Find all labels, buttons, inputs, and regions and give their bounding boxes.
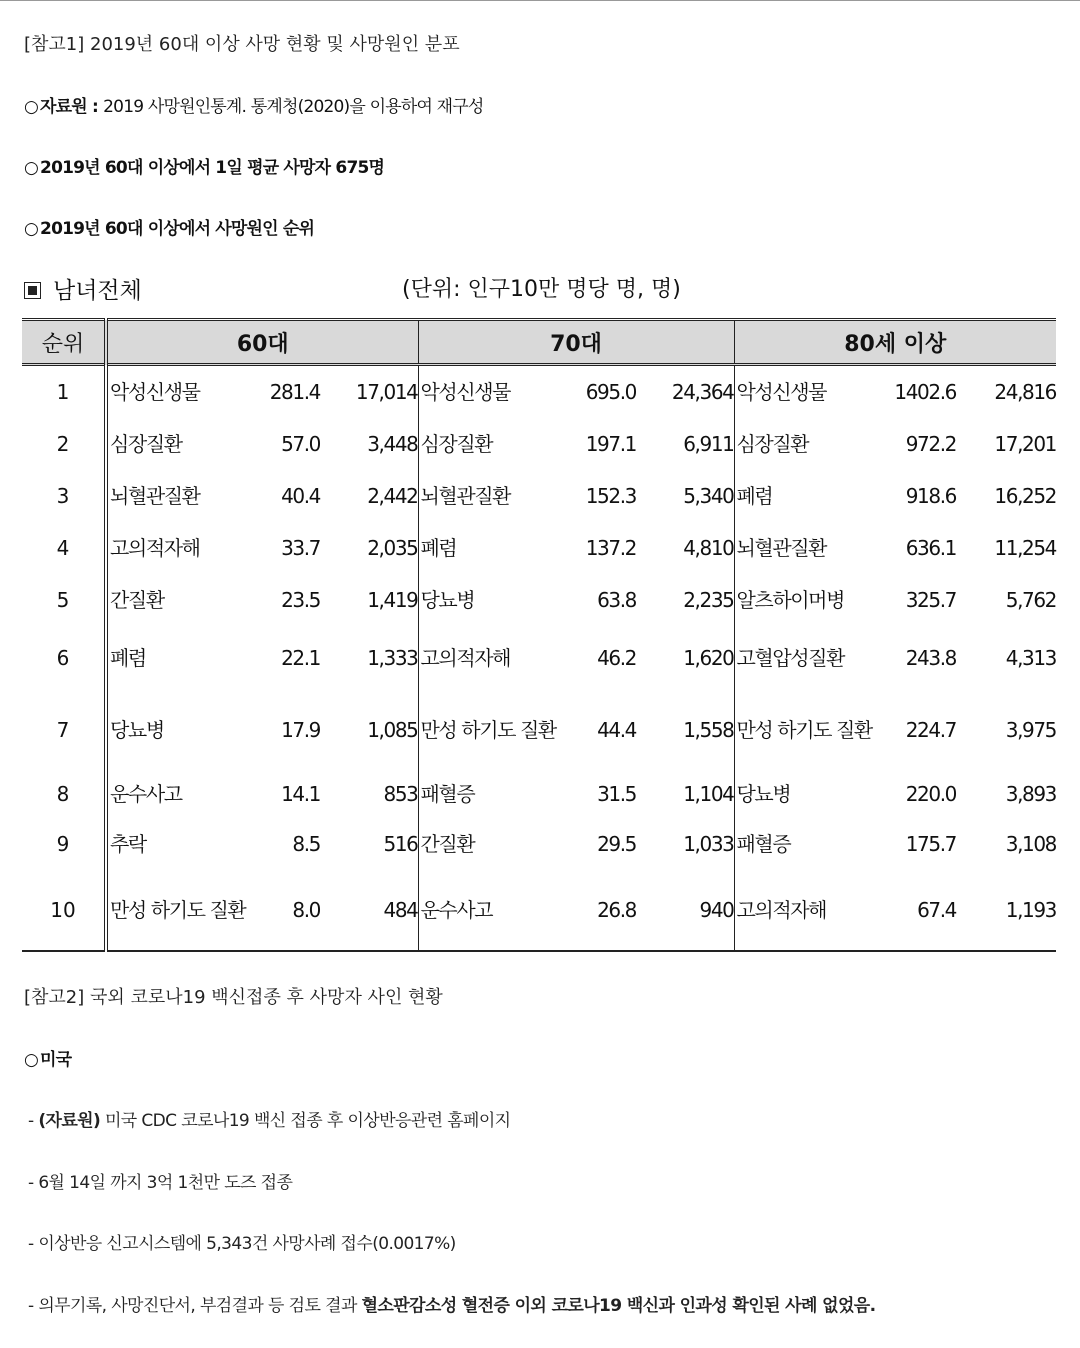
- cause-70-cell: 폐렴: [418, 522, 568, 574]
- table-header-row: [22, 320, 1056, 365]
- cause-70-cell: 고의적자해: [418, 626, 568, 690]
- rank-cell: 5: [56, 588, 70, 612]
- ref2-item-source: [28, 1106, 511, 1131]
- cause-80-cell: 뇌혈관질환: [734, 522, 884, 574]
- ref2-item-reports: - 이상반응 신고시스템에 5,343건 사망사례 접수(0.0017%): [28, 1234, 456, 1254]
- table-row: [22, 770, 1056, 818]
- count-70-cell: 1,104: [683, 782, 734, 806]
- count-70-cell: 1,558: [683, 718, 734, 742]
- unit-label: (단위: 인구10만 명당 명, 명): [402, 277, 681, 302]
- count-80-cell: 24,816: [994, 380, 1057, 404]
- rate-60-cell: 17.9: [281, 718, 320, 742]
- rate-70-cell: 26.8: [568, 870, 644, 951]
- count-60-cell: 1,333: [367, 646, 418, 670]
- ref2-item-doses: - 6월 14일 까지 3억 1천만 도즈 접종: [28, 1173, 293, 1193]
- source-label: 자료원 :: [40, 97, 104, 117]
- source-label: (자료원): [38, 1111, 101, 1131]
- cause-70-cell: 심장질환: [418, 418, 568, 470]
- count-60-cell: 2,442: [367, 484, 418, 508]
- rate-80-cell: 224.7: [905, 718, 956, 742]
- cause-70-cell: 뇌혈관질환: [418, 470, 568, 522]
- header-60s: 60대: [106, 320, 418, 365]
- table-row: [22, 574, 1056, 626]
- cause-80-cell: 당뇨병: [734, 770, 884, 818]
- count-70-cell: 940: [644, 870, 734, 951]
- header-70s: 70대: [418, 320, 734, 365]
- rate-80-cell: 918.6: [905, 484, 956, 508]
- count-80-cell: 1,193: [964, 870, 1056, 951]
- table-row: [22, 470, 1056, 522]
- rate-70-cell: 152.3: [585, 484, 636, 508]
- ref2-item-review: [28, 1291, 875, 1316]
- rate-70-cell: 197.1: [585, 432, 636, 456]
- source-text: 2019 사망원인통계. 통계청(2020)을 이용하여 재구성: [103, 97, 484, 117]
- dash-text: -: [28, 1111, 39, 1131]
- cause-70-cell: 만성 하기도 질환: [418, 690, 568, 770]
- count-70-cell: 1,620: [683, 646, 734, 670]
- header-80plus: 80세 이상: [734, 320, 1056, 365]
- rate-70-cell: 44.4: [597, 718, 636, 742]
- table-row: [22, 818, 1056, 870]
- cause-70-cell: 악성신생물: [418, 365, 568, 419]
- rank-cell: 8: [56, 782, 70, 806]
- cause-60-cell: 만성 하기도 질환: [106, 870, 256, 951]
- count-80-cell: 4,313: [1005, 646, 1057, 670]
- rate-80-cell: 67.4: [884, 870, 964, 951]
- cause-60-cell: 폐렴: [106, 626, 256, 690]
- count-80-cell: 11,254: [994, 536, 1057, 560]
- ref1-title: [참고1] 2019년 60대 이상 사망 현황 및 사망원인 분포: [24, 34, 460, 55]
- cause-80-cell: 만성 하기도 질환: [734, 690, 884, 770]
- cause-80-cell: 폐렴: [734, 470, 884, 522]
- cause-60-cell: 악성신생물: [106, 365, 256, 419]
- cause-80-cell: 악성신생물: [734, 365, 884, 419]
- rate-80-cell: 972.2: [905, 432, 956, 456]
- rate-60-cell: 14.1: [281, 782, 320, 806]
- table-row: [22, 522, 1056, 574]
- rate-80-cell: 636.1: [905, 536, 956, 560]
- rate-60-cell: 33.7: [281, 536, 320, 560]
- count-70-cell: 5,340: [683, 484, 734, 508]
- ref2-country: [24, 1045, 71, 1070]
- cause-70-cell: 운수사고: [418, 870, 568, 951]
- rate-70-cell: 695.0: [585, 380, 636, 404]
- count-60-cell: 2,035: [367, 536, 418, 560]
- rank-cell: 1: [56, 380, 70, 404]
- cause-80-cell: 패혈증: [734, 818, 884, 870]
- count-80-cell: 17,201: [994, 432, 1057, 456]
- count-60-cell: 3,448: [367, 432, 418, 456]
- circle-bullet-icon: ○: [24, 1050, 39, 1070]
- count-60-cell: 17,014: [355, 380, 418, 404]
- count-80-cell: 5,762: [1005, 588, 1057, 612]
- table-row: [22, 365, 1056, 419]
- circle-bullet-icon: ○: [24, 219, 39, 239]
- cause-70-cell: 당뇨병: [418, 574, 568, 626]
- rate-70-cell: 29.5: [597, 832, 636, 856]
- section-heading: [24, 272, 142, 305]
- rate-80-cell: 175.7: [905, 832, 956, 856]
- cause-60-cell: 추락: [106, 818, 256, 870]
- source-text: 미국 CDC 코로나19 백신 접종 후 이상반응관련 홈페이지: [100, 1111, 511, 1131]
- rank-cell: 6: [56, 646, 70, 670]
- cause-80-cell: 고의적자해: [734, 870, 884, 951]
- death-cause-table: [22, 318, 1056, 952]
- rate-70-cell: 63.8: [597, 588, 636, 612]
- rate-60-cell: 281.4: [269, 380, 320, 404]
- rate-60-cell: 57.0: [281, 432, 320, 456]
- rank-cell: 3: [56, 484, 70, 508]
- rate-80-cell: 243.8: [905, 646, 956, 670]
- cause-60-cell: 당뇨병: [106, 690, 256, 770]
- table-row: [22, 690, 1056, 770]
- daily-deaths-text: 2019년 60대 이상에서 1일 평균 사망자 675명: [40, 158, 385, 178]
- count-70-cell: 24,364: [671, 380, 734, 404]
- count-60-cell: 853: [383, 782, 418, 806]
- rate-60-cell: 8.5: [292, 832, 320, 856]
- cause-80-cell: 알츠하이머병: [734, 574, 884, 626]
- table-row: [22, 418, 1056, 470]
- rank-cell: 4: [56, 536, 70, 560]
- ref2-title: [참고2] 국외 코로나19 백신접종 후 사망자 사인 현황: [24, 987, 443, 1008]
- cause-70-cell: 패혈증: [418, 770, 568, 818]
- count-80-cell: 3,893: [1005, 782, 1057, 806]
- cause-80-cell: 심장질환: [734, 418, 884, 470]
- count-80-cell: 3,108: [1005, 832, 1057, 856]
- cause-60-cell: 심장질환: [106, 418, 256, 470]
- cause-60-cell: 운수사고: [106, 770, 256, 818]
- review-text: - 의무기록, 사망진단서, 부검결과 등 검토 결과: [28, 1296, 362, 1316]
- rate-80-cell: 325.7: [905, 588, 956, 612]
- header-rank: 순위: [22, 320, 106, 365]
- section-label: 남녀전체: [53, 278, 142, 304]
- cause-60-cell: 고의적자해: [106, 522, 256, 574]
- circle-bullet-icon: ○: [24, 97, 39, 117]
- rate-70-cell: 137.2: [585, 536, 636, 560]
- rate-80-cell: 1402.6: [894, 380, 956, 404]
- rate-70-cell: 31.5: [597, 782, 636, 806]
- count-60-cell: 1,419: [367, 588, 418, 612]
- table-row: [22, 870, 1056, 951]
- review-conclusion: 혈소판감소성 혈전증 이외 코로나19 백신과 인과성 확인된 사례 없었음.: [361, 1296, 876, 1316]
- circle-bullet-icon: ○: [24, 158, 39, 178]
- count-70-cell: 4,810: [683, 536, 734, 560]
- count-70-cell: 6,911: [683, 432, 734, 456]
- rate-60-cell: 40.4: [281, 484, 320, 508]
- country-text: 미국: [40, 1050, 72, 1070]
- rate-60-cell: 8.0: [256, 870, 328, 951]
- count-70-cell: 1,033: [683, 832, 734, 856]
- count-60-cell: 1,085: [367, 718, 418, 742]
- count-60-cell: 516: [383, 832, 418, 856]
- top-divider: [0, 0, 1080, 1]
- rank-cell: 7: [56, 718, 70, 742]
- ref1-bullet-daily-deaths: [24, 153, 384, 178]
- rate-80-cell: 220.0: [905, 782, 956, 806]
- rank-text: 2019년 60대 이상에서 사망원인 순위: [40, 219, 315, 239]
- ref1-bullet-source: [24, 92, 484, 117]
- count-80-cell: 3,975: [1005, 718, 1057, 742]
- count-80-cell: 16,252: [994, 484, 1057, 508]
- count-60-cell: 484: [328, 870, 418, 951]
- rate-60-cell: 23.5: [281, 588, 320, 612]
- rate-70-cell: 46.2: [597, 646, 636, 670]
- rank-cell: 9: [56, 832, 70, 856]
- table-row: [22, 626, 1056, 690]
- cause-60-cell: 뇌혈관질환: [106, 470, 256, 522]
- cause-80-cell: 고혈압성질환: [734, 626, 884, 690]
- rank-cell: 2: [56, 432, 70, 456]
- cause-70-cell: 간질환: [418, 818, 568, 870]
- count-70-cell: 2,235: [683, 588, 734, 612]
- filled-square-icon: [24, 282, 41, 299]
- ref1-bullet-rank: [24, 214, 314, 239]
- cause-60-cell: 간질환: [106, 574, 256, 626]
- rate-60-cell: 22.1: [281, 646, 320, 670]
- rank-cell: 10: [22, 870, 106, 951]
